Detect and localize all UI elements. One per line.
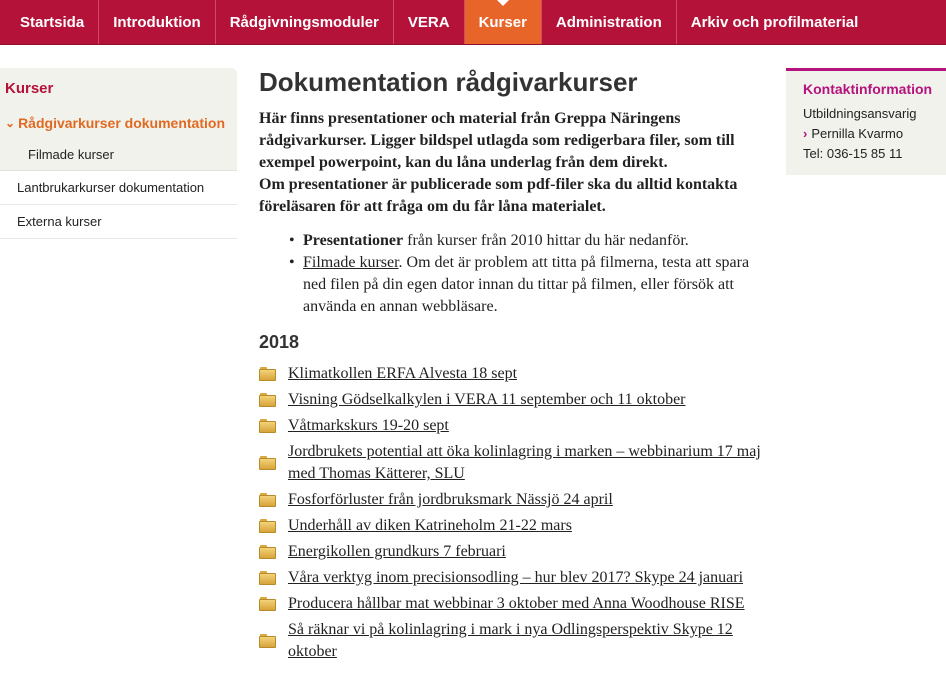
year-heading: 2018 [259,332,300,352]
sidebar-item-externa-kurser[interactable] [0,205,237,239]
folder-icon [259,419,276,433]
contact-box [786,68,946,175]
list-item [289,252,769,318]
bullet-bold-text: Presentationer [303,232,404,249]
nav-label: Arkiv och profilmaterial [690,13,859,31]
list-item [259,441,769,485]
nav-label: Rådgivningsmoduler [229,13,379,31]
chevron-down-icon: ⌄ [5,116,16,130]
nav-label: Administration [555,13,662,31]
contact-name-link[interactable] [803,124,946,144]
bullet-icon: • [289,254,295,271]
file-link[interactable]: Fosforförluster från jordbruksmark Nässjö 24 april [288,491,613,508]
list-item [259,415,769,437]
sidebar-item-label: Lantbrukarkurser dokumentation [17,180,205,195]
list-item [259,389,769,411]
contact-name: Pernilla Kvarmo [811,126,904,141]
nav-item-startsida[interactable] [0,0,99,44]
nav-item-administration[interactable] [542,0,677,44]
bullet-text: . Om det är problem att titta på filmerna, testa att spara ned filen på din egen dator innan du tittar på filmen, eller försök att använda en annan webbläsare. [303,254,750,315]
nav-item-vera[interactable] [394,0,465,44]
sidebar-heading[interactable] [0,68,237,108]
sidebar-item-lantbrukarkurser[interactable] [0,171,237,205]
sidebar [0,68,237,239]
file-link[interactable]: Klimatkollen ERFA Alvesta 18 sept [288,365,518,382]
folder-icon [259,571,276,585]
sidebar-item-label: Filmade kurser [28,146,114,162]
contact-phone: Tel: 036-15 85 11 [803,146,903,161]
info-list [259,230,769,318]
main-content [259,66,769,667]
list-item [259,593,769,615]
sidebar-item-label: Rådgivarkurser dokumentation [18,115,225,131]
sidebar-item-radgivarkurser[interactable] [0,108,237,138]
file-link[interactable]: Producera hållbar mat webbinar 3 oktober med Anna Woodhouse RISE [288,595,745,612]
folder-icon [259,367,276,381]
nav-label: Kurser [478,13,527,31]
intro-paragraph-2: Om presentationer är publicerade som pdf-filer ska du alltid kontakta föreläsaren för att fråga om du får låna materialet. [259,176,738,215]
nav-item-introduktion[interactable] [99,0,215,44]
page-title: Dokumentation rådgivarkurser [259,67,638,97]
sidebar-item-filmade-kurser[interactable] [0,138,237,171]
list-item [259,489,769,511]
folder-icon [259,545,276,559]
sidebar-heading-label: Kurser [5,79,54,97]
folder-icon [259,456,276,470]
nav-label: Introduktion [113,13,201,31]
chevron-right-icon: › [803,126,808,141]
file-list [259,363,769,663]
file-link[interactable]: Visning Gödselkalkylen i VERA 11 september och 11 oktober [288,391,686,408]
top-navigation [0,0,946,45]
file-link[interactable]: Underhåll av diken Katrineholm 21-22 mars [288,517,572,534]
nav-item-radgivningsmoduler[interactable] [216,0,394,44]
list-item [259,363,769,385]
intro-text [259,108,769,218]
active-caret-icon [497,0,509,6]
file-link[interactable]: Våra verktyg inom precisionsodling – hur blev 2017? Skype 24 januari [288,569,744,586]
file-link[interactable]: Energikollen grundkurs 7 februari [288,543,506,560]
nav-label: VERA [407,13,450,31]
contact-title: Kontaktinformation [803,81,933,97]
folder-icon [259,393,276,407]
list-item [259,619,769,663]
list-item [259,515,769,537]
file-link[interactable]: Våtmarkskurs 19-20 sept [288,417,449,434]
bullet-text: från kurser från 2010 hittar du här nedanför. [403,232,689,249]
folder-icon [259,634,276,648]
file-link[interactable]: Jordbrukets potential att öka kolinlagring i marken – webbinarium 17 maj med Thomas Kätterer, SLU [288,443,761,482]
contact-role: Utbildningsansvarig [803,106,917,121]
nav-item-arkiv[interactable] [677,0,873,44]
filmade-kurser-link[interactable]: Filmade kurser [303,254,399,271]
file-link[interactable]: Så räknar vi på kolinlagring i mark i nya Odlingsperspektiv Skype 12 oktober [288,621,733,660]
folder-icon [259,493,276,507]
folder-icon [259,597,276,611]
nav-label: Startsida [20,13,85,31]
list-item [259,541,769,563]
intro-paragraph-1: Här finns presentationer och material från Greppa Näringens rådgivarkurser. Ligger bildspel utlagda som redigerbara filer, som till exempel powerpoint, kan du låna underlag från dem direkt. [259,110,735,171]
nav-item-kurser[interactable] [465,0,542,44]
folder-icon [259,519,276,533]
bullet-icon: • [289,232,295,249]
list-item [259,567,769,589]
sidebar-item-label: Externa kurser [17,214,102,229]
list-item [289,230,769,252]
